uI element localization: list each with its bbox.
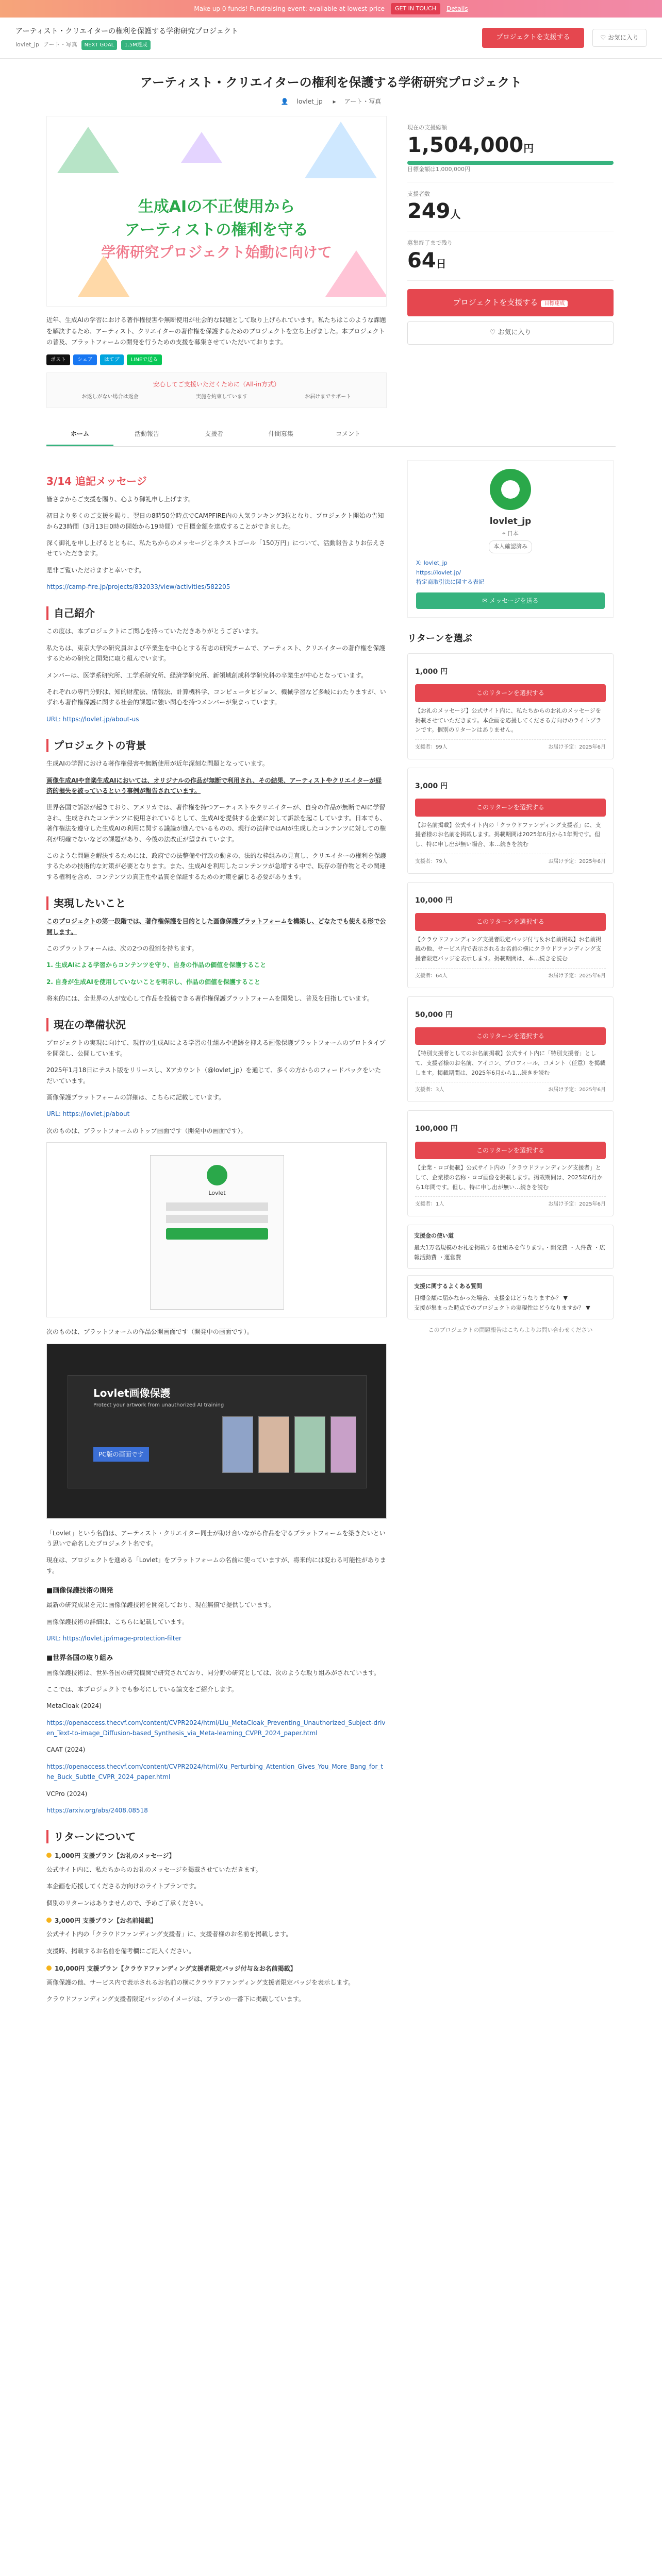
faq-box-funds	[407, 1225, 614, 1269]
reward-card[interactable]	[407, 882, 614, 988]
faq-question: 支援に関するよくある質問	[414, 1283, 482, 1290]
user-icon: 👤	[280, 97, 289, 105]
paragraph: 公式サイト内に、私たちからのお礼のメッセージを掲載させていただきます。	[46, 1866, 262, 1873]
page-title: アーティスト・クリエイターの権利を保護する学術研究プロジェクト	[140, 75, 522, 90]
paragraph: 生成AIの学習における著作権侵害や無断使用が近年深刻な問題となっています。	[46, 760, 269, 768]
folder-icon: ▸	[333, 97, 336, 105]
assurance-title[interactable]: 安心してご支援いただくために（All-in方式）	[153, 380, 280, 388]
reward-ship: お届け予定：2025年6月	[548, 1201, 606, 1208]
tab-recruit[interactable]: 仲間募集	[268, 430, 293, 438]
hero-line-1: 生成AIの不正使用から	[138, 198, 295, 216]
sidebar	[407, 460, 614, 2011]
reward-ship: お届け予定：2025年6月	[548, 744, 606, 750]
title-category[interactable]: アート・写真	[344, 97, 382, 105]
header-title[interactable]: アーティスト・クリエイターの権利を保護する学術研究プロジェクト	[15, 27, 238, 36]
faq-box-support	[407, 1275, 614, 1319]
paragraph: 画像保護技術の詳細は、こちらに記載しています。	[46, 1618, 189, 1625]
paragraph: 皆さまからご支援を賜り、心より御礼申し上げます。	[46, 495, 195, 503]
shot-pc-label: PC版の画面です	[93, 1447, 149, 1462]
world-heading: ■世界各国の取り組み	[46, 1654, 113, 1663]
reward-description: 【企業・ロゴ掲載】公式サイト内の「クラウドファンディング支援者」として、企業様の名称・ロゴ画像を掲載します。掲載期間は、2025年6月から1年間です。但し、特に申し出が無い…続きを読む	[415, 1164, 603, 1191]
paragraph: 画像保護プラットフォームの詳細は、こちらに記載しています。	[46, 1094, 225, 1101]
header-support-button[interactable]: プロジェクトを支援する	[482, 28, 585, 47]
paper-link[interactable]: https://arxiv.org/abs/2408.08518	[46, 1807, 148, 1815]
paragraph: 画像生成AIや音楽生成AIにおいては、オリジナルの作品が無断で利用され、その結果、アーティストやクリエイターが経済的損失を被っているという事例が報告されています。	[46, 776, 382, 794]
send-message-button[interactable]: ✉ メッセージを送る	[416, 592, 605, 609]
reward-price: 50,000 円	[415, 1010, 453, 1019]
paragraph: 私たちは、東京大学の研究員および卒業生を中心とする有志の研究チームで、アーティスト、クリエイターの著作権を保護するための研究と開発に取り組んでいます。	[46, 644, 386, 663]
returns-title: リターンを選ぶ	[407, 633, 472, 645]
cta-badge: 目標達成	[541, 300, 568, 307]
header-category[interactable]: アート・写真	[43, 41, 77, 48]
paragraph: 本企画を応援してくださる方向けのライトプランです。	[46, 1883, 201, 1890]
backers-count: 249	[407, 199, 451, 224]
filter-link[interactable]: URL: https://lovlet.jp/image-protection-filter	[46, 1635, 181, 1642]
share-row	[46, 354, 387, 365]
heart-icon: ♡	[600, 34, 608, 42]
coin-icon	[46, 1965, 52, 1971]
reward-price: 10,000 円	[415, 896, 453, 905]
paragraph: CAAT (2024)	[46, 1746, 86, 1754]
paragraph: 1. 生成AIによる学習からコンテンツを守り、自身の作品の価値を保護すること	[46, 961, 267, 969]
paragraph: MetaCloak (2024)	[46, 1702, 102, 1710]
reward-card[interactable]	[407, 653, 614, 759]
favorite-button[interactable]: ♡ お気に入り	[407, 321, 614, 344]
coin-icon	[46, 1853, 52, 1858]
tab-bar	[46, 423, 616, 446]
shot-title: Lovlet画像保護	[93, 1386, 171, 1399]
reward-description: 【お礼のメッセージ】公式サイト内に、私たちからのお礼のメッセージを掲載させていただきます。本企画を応援してくださる方向けのライトプランです。個別のリターンはありません。	[415, 707, 602, 734]
share-facebook-button[interactable]: シェア	[73, 354, 97, 365]
background-heading: プロジェクトの背景	[46, 739, 387, 752]
tab-backers[interactable]: 支援者	[204, 430, 223, 438]
paragraph: それぞれの専門分野は、知的財産法、情報法、計算機科学、コンピュータビジョン、機械学習など多岐にわたりますが、いずれも著作権保護に関する社会的課題に強い関心を持つメンバーが集まっています。	[46, 688, 386, 706]
top-screen-screenshot	[46, 1142, 387, 1317]
select-reward-button[interactable]: このリターンを選択する	[415, 913, 606, 930]
paper-link[interactable]: https://openaccess.thecvf.com/content/CVPR2024/html/Liu_MetaCloak_Preventing_Unauthorized_Subject-driven_Text-to-image_Diffusion-based_Synthesis_via_Meta-learning_CVPR_2024_paper.html	[46, 1719, 386, 1737]
paragraph: 画像保護技術は、世界各国の研究機関で研究されており、同分野の研究としては、次のような取り組みがされています。	[46, 1669, 380, 1676]
total-amount: 1,504,000	[407, 133, 524, 157]
assurance-item: お返しがない場合は返金	[81, 394, 139, 400]
heart-icon: ♡	[489, 329, 498, 337]
faq-question: 支援金の使い道	[414, 1232, 454, 1240]
shot-subtitle: Protect your artwork from unauthorized AI training	[93, 1402, 224, 1408]
paragraph: 次のものは、プラットフォームの作品公開画面です（開発中の画面です）。	[46, 1328, 253, 1336]
total-label: 現在の支援総額	[407, 124, 447, 131]
reward-ship: お届け予定：2025年6月	[548, 1087, 606, 1093]
reward-backers: 支援者：99人	[415, 744, 448, 750]
paragraph: クラウドファンディング支援者限定バッジのイメージは、プランの一番下に掲載しています。	[46, 1995, 305, 2003]
banner-text: Make up 0 funds! Fundraising event: available at lowest price	[194, 5, 385, 12]
reward-ship: お届け予定：2025年6月	[548, 858, 606, 865]
goal-text: 目標金額は1,000,000円	[407, 165, 470, 173]
return-item: 10,000円 支援プラン【クラウドファンディング支援者限定バッジ付与＆お名前掲載】	[46, 1963, 387, 1974]
goal-heading: 実現したいこと	[46, 896, 387, 910]
lovlet-logo-icon	[207, 1165, 227, 1185]
reward-backers: 支援者：79人	[415, 858, 448, 865]
assurance-box	[46, 372, 387, 408]
share-line-button[interactable]: LINEで送る	[127, 354, 162, 365]
intro-heading: 自己紹介	[46, 606, 387, 620]
achieved-tag: 1.5M達成	[121, 40, 151, 50]
returns-heading: リターンについて	[46, 1830, 387, 1843]
paragraph: VCPro (2024)	[46, 1790, 88, 1798]
reward-ship: お届け予定：2025年6月	[548, 973, 606, 979]
hero-line-3: 学術研究プロジェクト始動に向けて	[101, 244, 332, 261]
banner-link[interactable]: Details	[446, 5, 468, 12]
paragraph: 支援時、掲載するお名前を備考欄にご記入ください。	[46, 1947, 195, 1955]
paragraph: このような問題を解決するためには、政府での法整備や行政の動きの、法的な枠組みの見直し、クリエイターの権利を保護するための技術的な対策が必要となります。また、生成AIを利用したコンテンツが急増する中で、既存の著作物とその関連する権利を含め、コンテンツの真正性や品質を保証するための対策を講じる必要があります。	[46, 852, 387, 880]
creator-name[interactable]: lovlet_jp	[489, 516, 532, 527]
paragraph: 公式サイト内の「クラウドファンディング支援者」に、支援者様のお名前を掲載します。	[46, 1930, 292, 1938]
paragraph: プロジェクトの実現に向けて、現行の生成AIによる学習の仕組みや追跡を抑える画像保護プラットフォームのプロトタイプを開発し、公開しています。	[46, 1039, 386, 1057]
reward-description: 【お名前掲載】公式サイト内の「クラウドファンディング支援者」に、支援者様のお名前を掲載します。掲載期間は2025年6月から1年間です。但し、特に申し出が無い場合、本…続きを読む	[415, 821, 601, 848]
mail-icon: ✉	[482, 597, 490, 605]
header-fav-button[interactable]: ♡ お気に入り	[592, 29, 647, 46]
return-item: 1,000円 支援プラン【お礼のメッセージ】	[46, 1851, 387, 1861]
creator-x-link[interactable]: X: lovlet_jp	[416, 560, 448, 567]
lead-text: 近年、生成AIの学習における著作権侵害や無断使用が社会的な問題として取り上げられています。私たちはこのような課題を解決するため、アーティスト、クリエイターの著作権を保護するためのプロジェクトを立ち上げました。本プロジェクトの普及、プラットフォームの開発を行うための支援を募集させていただいております。	[46, 316, 386, 346]
paragraph: 次のものは、プラットフォームのトップ画面です（開発中の画面です）。	[46, 1127, 247, 1134]
header-owner[interactable]: lovlet_jp	[15, 41, 39, 48]
reward-description: 【クラウドファンディング支援者限定バッジ付与＆お名前掲載】お名前掲載の他、サービス内で表示されるお名前の横にクラウドファンディング支援者限定バッジを表示します。掲載期間は、本…続きを読む	[415, 936, 602, 962]
reward-card[interactable]	[407, 768, 614, 874]
creator-url-link[interactable]: https://lovlet.jp/	[416, 569, 461, 576]
update-heading: 3/14 追記メッセージ	[46, 474, 147, 487]
creator-location: 日本	[507, 530, 519, 537]
report-link[interactable]: このプロジェクトの問題報告はこちらよりお問い合わせください	[428, 1327, 593, 1334]
creator-avatar[interactable]	[490, 469, 531, 510]
brand-text: Lovlet	[208, 1190, 226, 1197]
reward-price: 100,000 円	[415, 1125, 458, 1133]
tech-heading: ■画像保護技術の開発	[46, 1587, 113, 1595]
paragraph: 将来的には、全世界の人が安心して作品を投稿できる著作権保護プラットフォームを開発し、普及を目指しています。	[46, 995, 373, 1003]
paragraph: 世界各国で訴訟が起きており、アメリカでは、著作権を持つアーティストやクリエイターが、自身の作品が無断でAIに学習され、生成されたコンテンツに使用されているとして、生成AIを提供する企業に対して訴訟を起こしています。日本でも、著作権法を遵守した生成AIの利用に関する議論が進んでいるものの、現行の法律ではAIが生成したコンテンツに対しての権利が明確でないなどの課題があり、今後の法改正が望まれています。	[46, 804, 386, 843]
days-left: 64	[407, 248, 436, 273]
share-hatena-button[interactable]: はてブ	[100, 354, 124, 365]
reward-backers: 支援者：64人	[415, 973, 448, 979]
paragraph: ここでは、本プロジェクトでも参考にしている論文をご紹介します。	[46, 1685, 238, 1693]
select-reward-button[interactable]: このリターンを選択する	[415, 1027, 606, 1045]
hero-line-2: アーティストの権利を守る	[124, 221, 309, 240]
header	[0, 18, 662, 59]
paragraph: 初日より多くのご支援を賜り、翌日の8時50分時点でCAMPFIRE内の人気ランキング3位となり、プロジェクト開始の告知から23時間（3月13日0時の開始から19時間）で目標金額を達成することができました。	[46, 512, 384, 530]
status-heading: 現在の準備状況	[46, 1018, 387, 1031]
backers-label: 支援者数	[407, 190, 430, 197]
activity-link[interactable]: https://camp-fire.jp/projects/832033/view/activities/582205	[46, 583, 230, 591]
progress-bar	[407, 161, 614, 165]
assurance-item: 実施を約束しています	[195, 394, 247, 400]
select-reward-button[interactable]: このリターンを選択する	[415, 799, 606, 816]
paragraph: 「Lovlet」という名前は、アーティスト・クリエイター同士が助け合いながら作品を守るプラットフォームを築きたいという思いで命名したプロジェクト名です。	[46, 1529, 386, 1547]
select-reward-button[interactable]: このリターンを選択する	[415, 1142, 606, 1159]
share-x-button[interactable]: ポスト	[46, 354, 70, 365]
paragraph: 個別のリターンはありませんので、予めご了承ください。	[46, 1899, 207, 1907]
reward-card[interactable]	[407, 996, 614, 1103]
paragraph: 2. 自身が生成AIを使用していないことを明示し、作品の価値を保護すること	[46, 978, 260, 986]
main-content	[46, 460, 387, 2011]
banner-pill[interactable]: GET IN TOUCH	[391, 3, 440, 15]
paragraph: このプロジェクトの第一段階では、著作権保護を目的とした画像保護プラットフォームを構築し、どなたでも使える形で公開します。	[46, 918, 386, 936]
title-owner[interactable]: lovlet_jp	[296, 97, 323, 105]
paragraph: 現在は、プロジェクトを進める「Lovlet」をプラットフォームの名前に使っていますが、将来的には変わる可能性があります。	[46, 1556, 386, 1574]
support-project-button[interactable]: プロジェクトを支援する 目標達成	[407, 289, 614, 317]
reward-backers: 支援者：3人	[415, 1087, 444, 1093]
reward-card[interactable]	[407, 1110, 614, 1216]
next-goal-tag: NEXT GOAL	[81, 40, 118, 50]
select-reward-button[interactable]: このリターンを選択する	[415, 684, 606, 702]
paragraph: このプラットフォームは、次の2つの役割を持ちます。	[46, 944, 198, 952]
tab-activity[interactable]: 活動報告	[134, 430, 159, 438]
tab-comments[interactable]: コメント	[335, 430, 360, 438]
coin-icon	[46, 1918, 52, 1923]
paragraph: メンバーは、医学系研究所、工学系研究所、経済学研究所、新領域創成科学研究科の卒業生が中心となっています。	[46, 671, 368, 679]
days-label: 募集終了まで残り	[407, 240, 453, 247]
top-banner	[0, 0, 662, 18]
creator-card	[407, 460, 614, 618]
paper-link[interactable]: https://openaccess.thecvf.com/content/CVPR2024/html/Xu_Perturbing_Attention_Gives_You_More_Bang_for_the_Buck_Subtle_CVPR_2024_paper.html	[46, 1762, 384, 1781]
paragraph: この度は、本プロジェクトにご関心を持っていただきありがとうございます。	[46, 628, 262, 635]
paragraph: 2025年1月18日にテスト版をリリースし、Xアカウント（@lovlet_jp）を通じて、多くの方からのフィードバックをいただいています。	[46, 1066, 382, 1084]
gallery-screen-screenshot	[46, 1344, 387, 1519]
paragraph: 最新の研究成果を元に画像保護技術を開発しており、現在無償で提供しています。	[46, 1601, 275, 1609]
paragraph: 是非ご覧いただけますと幸いです。	[46, 566, 145, 574]
reward-backers: 支援者：1人	[415, 1201, 444, 1208]
return-item: 3,000円 支援プラン【お名前掲載】	[46, 1916, 387, 1926]
reward-price: 1,000 円	[415, 668, 448, 676]
faq-answer: 最大1万名規模のお礼を掲載する仕組みを作ります。・開発費 ・人件費 ・広報活動費 ・運営費	[414, 1244, 605, 1261]
faq-item[interactable]: 目標金額に届かなかった場合、支援金はどうなりますか？ ▼	[414, 1295, 568, 1302]
paragraph: 画像保護の他、サービス内で表示されるお名前の横にクラウドファンディング支援者限定バッジを表示します。	[46, 1978, 355, 1986]
about-link[interactable]: URL: https://lovlet.jp/about-us	[46, 715, 139, 723]
paragraph: 深く御礼を申し上げるとともに、私たちからのメッセージとネクストゴール「150万円」について、活動報告よりお伝えさせていただきます。	[46, 539, 385, 557]
faq-item[interactable]: 支援が集まった時点でのプロジェクトの実現性はどうなりますか？ ▼	[414, 1304, 590, 1311]
hero-image	[46, 116, 387, 307]
assurance-item: お届けまでサポート	[305, 394, 352, 400]
reward-description: 【特別支援者としてのお名前掲載】公式サイト内に「特別支援者」として、支援者様のお名前、アイコン、プロフィール、コメント（任意）を掲載します。掲載期間は、2025年6月から1…続きを読む	[415, 1050, 606, 1076]
creator-legal-link[interactable]: 特定商取引法に関する表記	[416, 579, 484, 586]
verified-badge: 本人確認済み	[489, 540, 532, 553]
location-icon: ⌖	[502, 530, 507, 537]
tab-home[interactable]: ホーム	[46, 423, 113, 446]
reward-price: 3,000 円	[415, 782, 448, 790]
about-link[interactable]: URL: https://lovlet.jp/about	[46, 1110, 130, 1118]
